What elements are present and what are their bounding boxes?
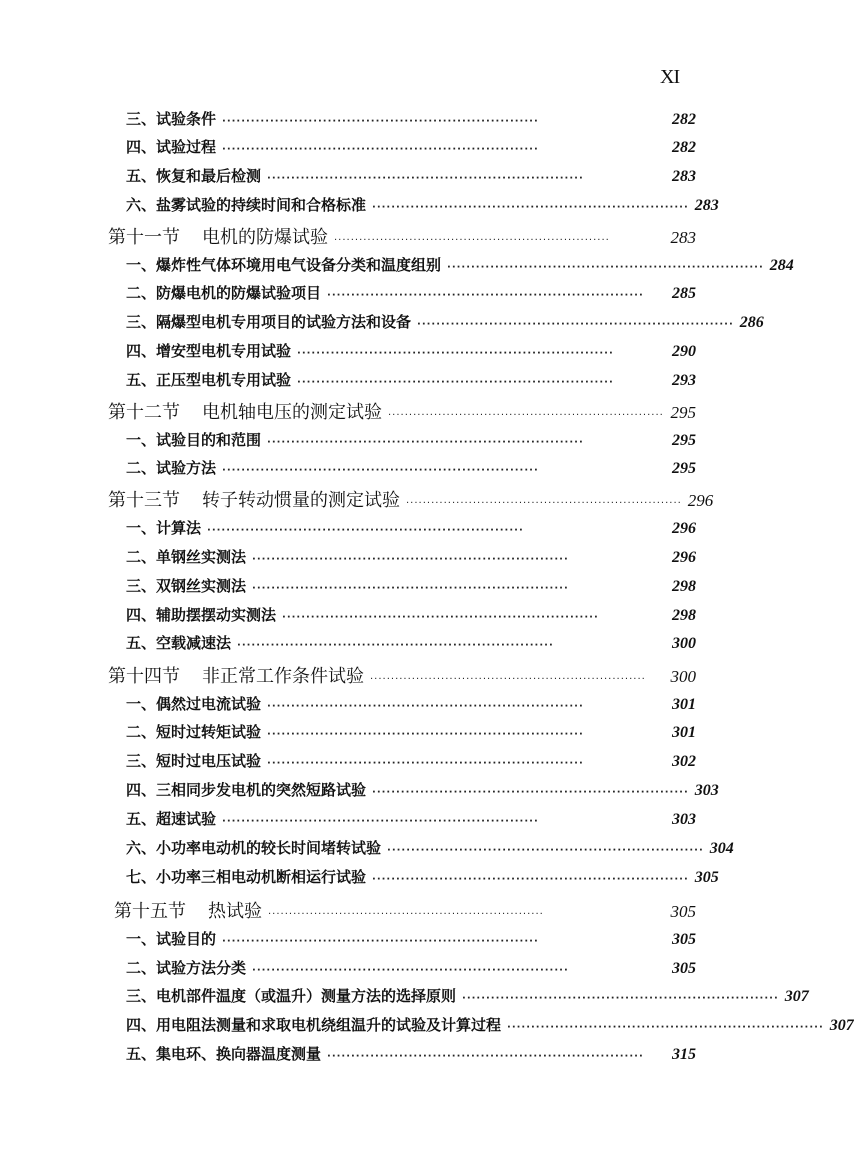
toc-item[interactable]	[126, 779, 719, 800]
toc-item-page: 300	[672, 635, 696, 652]
toc-item[interactable]	[126, 750, 696, 771]
dot-leader: ··································································	[447, 262, 764, 273]
dot-leader: ··································································	[267, 758, 584, 769]
toc-item-page: 295	[672, 460, 696, 477]
toc-item-label: 六、盐雾试验的持续时间和合格标准	[126, 196, 367, 214]
dot-leader: ··································································	[268, 909, 544, 920]
toc-item-label: 四、试验过程	[126, 138, 217, 156]
dot-leader: ··································································	[267, 173, 584, 184]
toc-item[interactable]	[126, 1014, 854, 1035]
toc-item[interactable]	[126, 108, 696, 129]
toc-item[interactable]	[126, 136, 696, 157]
dot-leader: ··································································	[327, 290, 644, 301]
toc-section[interactable]	[108, 223, 696, 249]
dot-leader: ··································································	[297, 377, 614, 388]
toc-item-page: 283	[694, 197, 719, 214]
toc-item-label: 二、单钢丝实测法	[126, 548, 247, 566]
toc-item-label: 二、短时过转矩试验	[126, 723, 262, 741]
dot-leader: ··································································	[372, 787, 689, 798]
dot-leader: ··································································	[334, 235, 610, 246]
dot-leader: ··································································	[222, 936, 539, 947]
toc-item-page: 303	[694, 782, 719, 799]
toc-section[interactable]	[114, 897, 696, 923]
toc-item-label: 七、小功率三相电动机断相运行试验	[126, 868, 367, 886]
toc-item[interactable]	[126, 254, 794, 275]
toc-item[interactable]	[126, 632, 696, 653]
dot-leader: ··································································	[267, 437, 584, 448]
toc-item-label: 四、三相同步发电机的突然短路试验	[126, 781, 367, 799]
toc-item-label: 三、短时过电压试验	[126, 752, 262, 770]
toc-item-label: 五、空载减速法	[126, 634, 232, 652]
toc-item[interactable]	[126, 340, 696, 361]
toc-item[interactable]	[126, 517, 696, 538]
dot-leader: ··································································	[388, 410, 664, 421]
toc-item-page: 304	[709, 840, 734, 857]
dot-leader: ··································································	[222, 816, 539, 827]
toc-item-label: 一、偶然过电流试验	[126, 695, 262, 713]
toc-item-page: 302	[672, 753, 696, 770]
dot-leader: ··································································	[327, 1051, 644, 1062]
toc-item-label: 五、正压型电机专用试验	[126, 371, 292, 389]
toc-item-label: 一、试验目的和范围	[126, 431, 262, 449]
toc-item-page: 286	[739, 314, 764, 331]
toc-section[interactable]	[108, 662, 696, 688]
toc-item-page: 285	[672, 285, 696, 302]
dot-leader: ··································································	[222, 465, 539, 476]
toc-section-page: 295	[670, 403, 696, 422]
toc-section-number: 第十二节	[108, 402, 180, 423]
toc-item[interactable]	[126, 957, 696, 978]
toc-item-label: 三、双钢丝实测法	[126, 577, 247, 595]
toc-item-page: 301	[672, 724, 696, 741]
toc-item-page: 303	[672, 811, 696, 828]
dot-leader: ··································································	[507, 1022, 824, 1033]
toc-section-title: 非正常工作条件试验	[202, 666, 364, 687]
dot-leader: ··································································	[406, 498, 682, 509]
toc-item-label: 二、试验方法	[126, 459, 217, 477]
dot-leader: ··································································	[207, 525, 524, 536]
toc-item[interactable]	[126, 721, 696, 742]
toc-item[interactable]	[126, 985, 809, 1006]
dot-leader: ··································································	[267, 701, 584, 712]
toc-item-label: 四、增安型电机专用试验	[126, 342, 292, 360]
dot-leader: ··································································	[222, 144, 539, 155]
dot-leader: ··································································	[252, 583, 569, 594]
toc-item[interactable]	[126, 194, 719, 215]
dot-leader: ··································································	[282, 612, 599, 623]
toc-item-page: 305	[672, 960, 696, 977]
toc-item-label: 五、超速试验	[126, 810, 217, 828]
toc-item-label: 四、辅助摆摆动实测法	[126, 606, 277, 624]
dot-leader: ··································································	[222, 116, 539, 127]
dot-leader: ··································································	[252, 965, 569, 976]
toc-item-page: 295	[672, 432, 696, 449]
toc-section-heading	[108, 662, 364, 688]
toc-item[interactable]	[126, 604, 696, 625]
toc-section-title: 热试验	[208, 901, 262, 922]
dot-leader: ··································································	[417, 319, 734, 330]
toc-section-title: 电机的防爆试验	[202, 227, 328, 248]
toc-item-page: 296	[672, 549, 696, 566]
toc-section-heading	[108, 486, 400, 512]
dot-leader: ··································································	[387, 845, 704, 856]
toc-section-number: 第十一节	[108, 227, 180, 248]
toc-section-heading	[108, 223, 328, 249]
toc-item-page: 301	[672, 696, 696, 713]
toc-item-page: 298	[672, 607, 696, 624]
toc-item-page: 307	[829, 1017, 854, 1034]
toc-item[interactable]	[126, 928, 696, 949]
toc-item-page: 305	[672, 931, 696, 948]
toc-item-page: 305	[694, 869, 719, 886]
dot-leader: ··································································	[267, 729, 584, 740]
toc-section-page: 305	[670, 902, 696, 921]
toc-section-page: 296	[687, 491, 714, 510]
toc-item[interactable]	[126, 808, 696, 829]
toc-item-page: 293	[672, 372, 696, 389]
toc-item-label: 一、计算法	[126, 519, 202, 537]
dot-leader: ··································································	[372, 874, 689, 885]
toc-item-page: 296	[672, 520, 696, 537]
toc-item-page: 298	[672, 578, 696, 595]
toc-section[interactable]	[108, 486, 714, 512]
page-number: XI	[660, 66, 680, 88]
toc-section[interactable]	[108, 398, 696, 424]
toc-item-label: 一、试验目的	[126, 930, 217, 948]
toc-section-number: 第十五节	[114, 901, 186, 922]
toc-item[interactable]	[126, 165, 696, 186]
toc-item-label: 二、防爆电机的防爆试验项目	[126, 284, 322, 302]
toc-item-label: 一、爆炸性气体环境用电气设备分类和温度组别	[126, 256, 442, 274]
dot-leader: ··································································	[237, 640, 554, 651]
toc-item-page: 282	[672, 139, 696, 156]
toc-section-number: 第十四节	[108, 666, 180, 687]
toc-item[interactable]	[126, 369, 696, 390]
toc-section-page: 283	[670, 228, 696, 247]
toc-item[interactable]	[126, 546, 696, 567]
toc-item-label: 三、电机部件温度（或温升）测量方法的选择原则	[126, 987, 457, 1005]
toc-item[interactable]	[126, 457, 696, 478]
toc-item[interactable]	[126, 311, 764, 332]
toc-section-number: 第十三节	[108, 490, 180, 511]
toc-section-title: 转子转动惯量的测定试验	[202, 490, 400, 511]
toc-item-label: 二、试验方法分类	[126, 959, 247, 977]
toc-item-label: 四、用电阻法测量和求取电机绕组温升的试验及计算过程	[126, 1016, 502, 1034]
toc-item-page: 290	[672, 343, 696, 360]
toc-item[interactable]	[126, 1043, 696, 1064]
toc-item-label: 三、试验条件	[126, 110, 217, 128]
toc-item[interactable]	[126, 693, 696, 714]
toc-item-label: 六、小功率电动机的较长时间堵转试验	[126, 839, 382, 857]
toc-item-page: 284	[769, 257, 794, 274]
toc-section-heading	[108, 398, 382, 424]
toc-section-page: 300	[670, 667, 696, 686]
toc-item-page: 315	[672, 1046, 696, 1063]
toc-item[interactable]	[126, 575, 696, 596]
toc-item[interactable]	[126, 282, 696, 303]
toc-item-label: 三、隔爆型电机专用项目的试验方法和设备	[126, 313, 412, 331]
dot-leader: ··································································	[462, 993, 779, 1004]
toc-item[interactable]	[126, 866, 719, 887]
toc-item-label: 五、恢复和最后检测	[126, 167, 262, 185]
dot-leader: ··································································	[252, 554, 569, 565]
dot-leader: ··································································	[370, 674, 646, 685]
toc-item-page: 283	[672, 168, 696, 185]
toc-section-title: 电机轴电压的测定试验	[202, 402, 382, 423]
toc-item-page: 282	[672, 111, 696, 128]
toc-item-page: 307	[784, 988, 809, 1005]
dot-leader: ··································································	[297, 348, 614, 359]
toc-item[interactable]	[126, 429, 696, 450]
dot-leader: ··································································	[372, 202, 689, 213]
toc-section-heading	[114, 897, 262, 923]
toc-item-label: 五、集电环、换向器温度测量	[126, 1045, 322, 1063]
toc-item[interactable]	[126, 837, 734, 858]
